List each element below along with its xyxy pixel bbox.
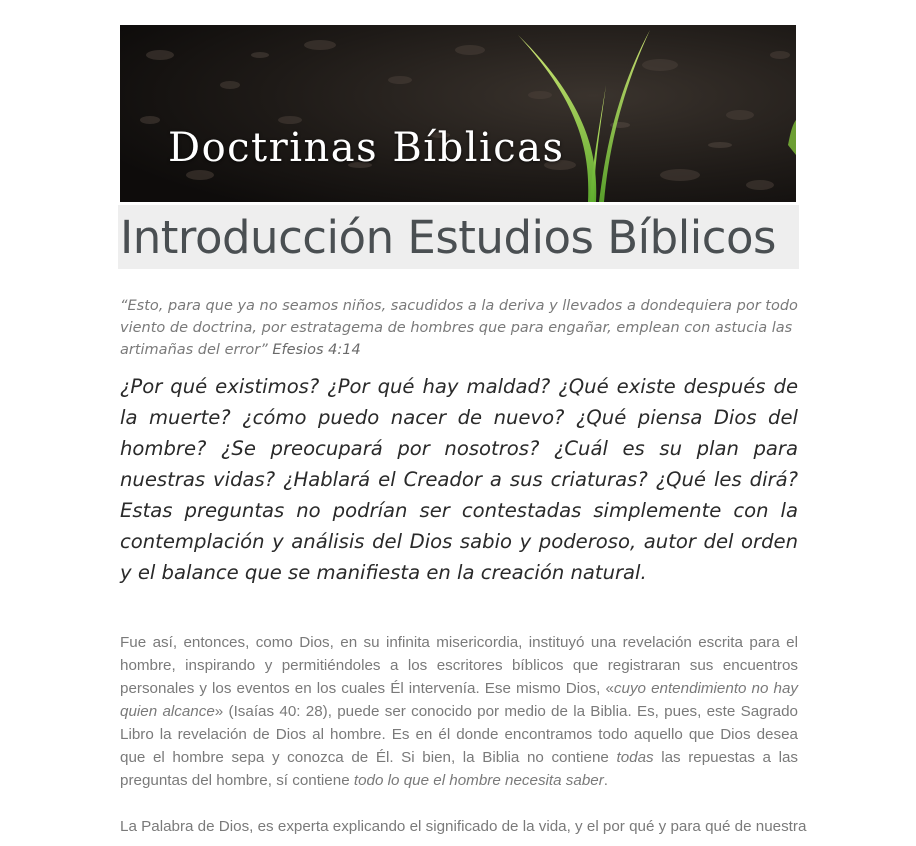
paragraph-text: Fue así, entonces, como Dios, en su infinita misericordia, instituyó una revelación escrita para el hombre, inspirando y permitiéndoles a los escritores bíblicos que registraran sus encuentros personales y los eventos en los cuales Él intervenía. Ese mismo Dios, « xyxy=(120,634,798,697)
paragraph-text: » (Isaías 40: 28), puede ser conocido por medio de la Biblia. Es, pues, este Sagrado Libro la revelación de Dios al hombre. Es en él donde encontramos todo aquello que Dios desea que el hombre sepa y conozca de Él. Si bien, la Biblia no contiene xyxy=(120,703,799,766)
banner-title: Doctrinas Bíblicas xyxy=(168,125,565,171)
epigraph-reference: Efesios 4:14 xyxy=(272,342,361,358)
body-paragraph-1 xyxy=(120,631,798,792)
header-banner xyxy=(120,25,796,202)
epigraph-quote: “Esto, para que ya no seamos niños, sacudidos a la deriva y llevados a dondequiera por todo viento de doctrina, por estratagema de hombres que para engañar, emplean con astucia las artimañas del error” xyxy=(120,298,798,358)
emphasis-text: todo lo que el hombre necesita saber xyxy=(353,772,604,789)
body-paragraph-2: La Palabra de Dios, es experta explicando el significado de la vida, y el por qué y para qué de nuestra xyxy=(120,818,807,835)
lead-paragraph: ¿Por qué existimos? ¿Por qué hay maldad? ¿Qué existe después de la muerte? ¿cómo puedo nacer de nuevo? ¿Qué piensa Dios del hombre? ¿Se preocupará por nosotros? ¿Cuál es su plan para nuestras vidas? ¿Hablará el Creador a sus criaturas? ¿Qué les dirá? Estas preguntas no podrían ser contestadas simplemente con la contemplación y análisis del Dios sabio y poderoso, autor del orden y el balance que se manifiesta en la creación natural. xyxy=(120,375,798,584)
paragraph-text: . xyxy=(603,772,609,789)
emphasis-text: todas xyxy=(616,749,654,766)
emphasis-text: cuyo entendimiento no hay quien alcance xyxy=(120,680,799,720)
page-title: Introducción Estudios Bíblicos xyxy=(120,211,776,264)
epigraph xyxy=(120,295,800,361)
paragraph-text: las repuestas a las preguntas del hombre, sí contiene xyxy=(120,749,798,789)
banner-sprout-image xyxy=(120,25,796,202)
